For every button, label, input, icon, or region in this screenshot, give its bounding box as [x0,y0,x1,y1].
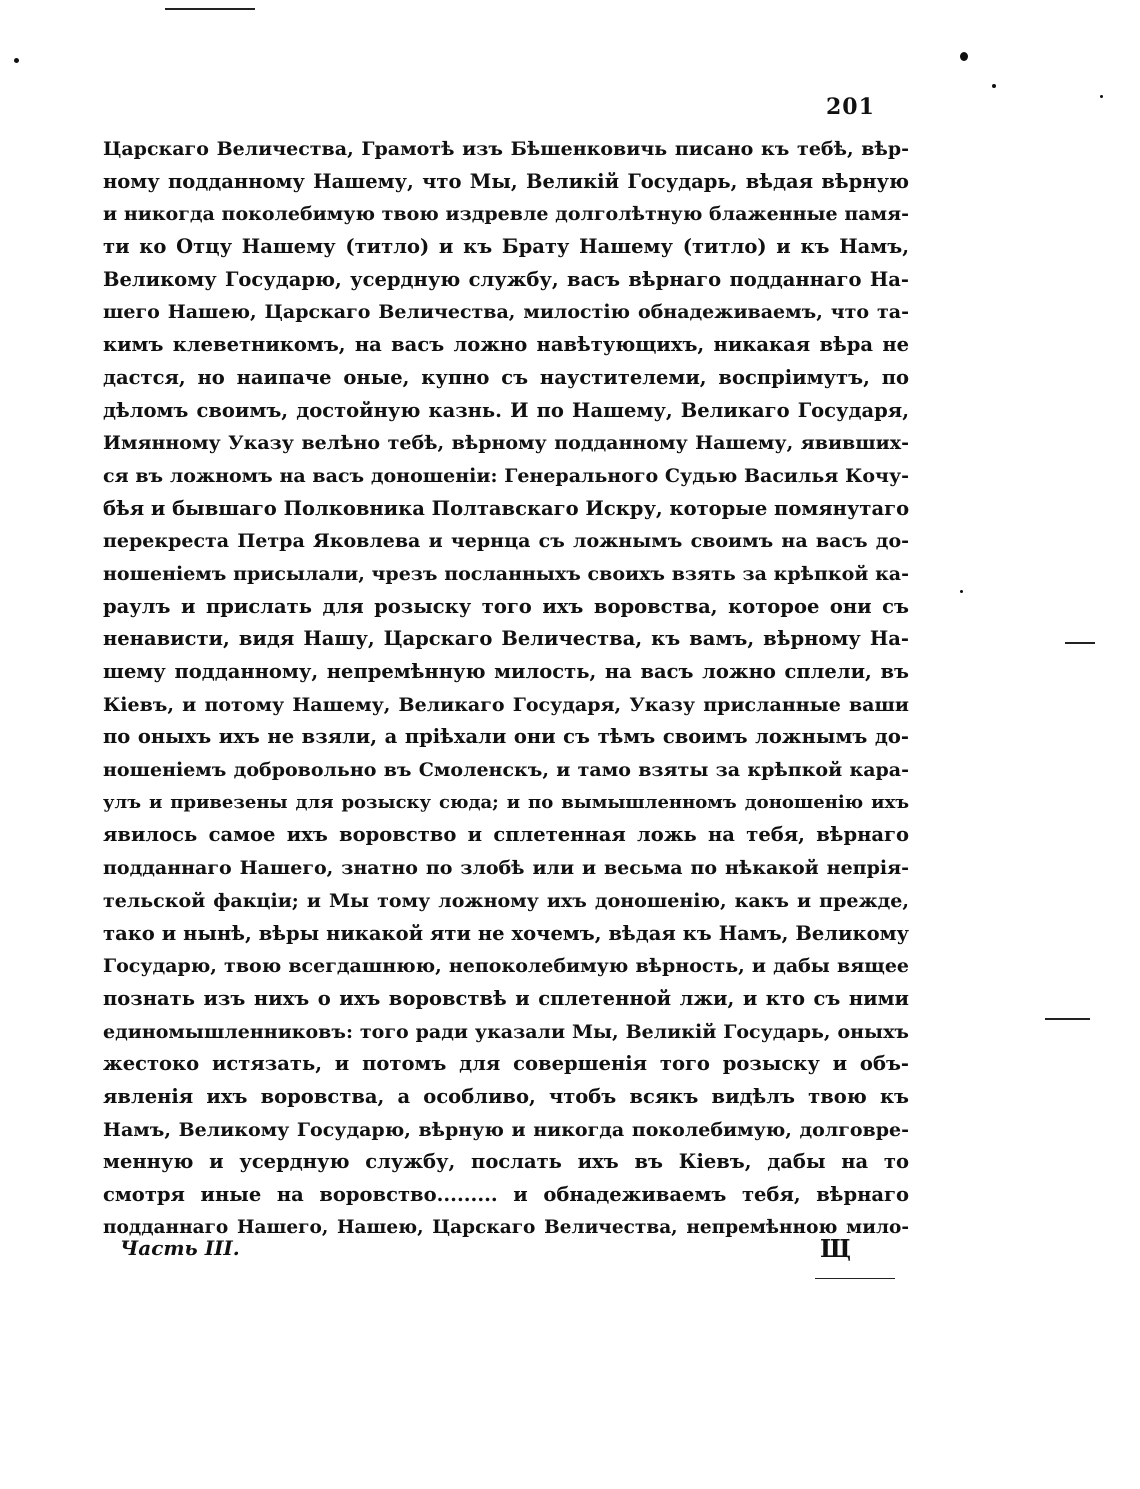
text-line: ся въ ложномъ на васъ доношеніи: Генерального Судью Василья Кочу- [103,464,909,487]
bottom-rule-mark [815,1278,895,1279]
text-line: по оныхъ ихъ не взяли, а пріѣхали они съ тѣмъ своимъ ложнымъ до- [103,725,909,749]
ink-speck [1100,95,1103,98]
text-line: улъ и привезены для розыску сюда; и по вымышленномъ доношенію ихъ [103,791,909,813]
text-line: явленія ихъ воровства, а особливо, чтобъ всякъ видѣлъ твою къ [103,1084,909,1108]
text-line: ному подданному Нашему, что Мы, Великій Государь, вѣдая вѣрную [103,169,909,193]
text-line: бѣя и бывшаго Полковника Полтавскаго Искру, которые помянутаго [103,496,910,520]
text-line: ношеніемъ добровольно въ Смоленскъ, и тамо взяты за крѣпкой кара- [103,759,909,782]
ink-speck [960,52,968,61]
text-line: смотря иные на воровство......... и обнадеживаемъ тебя, вѣрнаго [103,1183,909,1206]
text-line: дѣломъ своимъ, достойную казнь. И по Нашему, Великаго Государя, [103,398,909,422]
margin-rule-mark [1065,642,1095,644]
ink-speck [960,590,963,593]
margin-rule-mark [1045,1018,1090,1020]
text-line: шему подданному, непремѣнную милость, на васъ ложно сплели, въ [103,660,909,683]
text-line: кимъ клеветникомъ, на васъ ложно навѣтующихъ, никакая вѣра не [103,333,909,357]
text-line: ненависти, видя Нашу, Царскаго Величества, къ вамъ, вѣрному На- [103,627,909,651]
ink-speck [992,84,996,88]
text-line: Великому Государю, усердную службу, васъ вѣрнаго подданнаго На- [103,267,909,291]
body-text [103,133,909,1244]
text-line: ти ко Отцу Нашему (титло) и къ Брату Нашему (титло) и къ Намъ, [103,235,909,259]
text-line: и никогда поколебимую твою издревле долголѣтную блаженные памя- [103,203,909,226]
text-line: Намъ, Великому Государю, вѣрную и никогда поколебимую, долговре- [103,1118,909,1141]
text-line: Государю, твою всегдашнюю, непоколебимую вѣрность, и дабы вящее [103,955,909,978]
text-line: Кіевъ, и потому Нашему, Великаго Государя, Указу присланные ваши [103,693,909,716]
text-line: перекреста Петра Яковлева и чернца съ ложнымъ своимъ на васъ до- [103,530,909,553]
text-line: ношеніемъ присылали, чрезъ посланныхъ своихъ взять за крѣпкой ка- [103,562,909,585]
text-line: раулъ и прислать для розыску того ихъ воровства, которое они съ [103,594,909,618]
text-line: явилось самое ихъ воровство и сплетенная ложь на тебя, вѣрнаго [103,823,909,847]
text-line: шего Нашею, Царскаго Величества, милостію обнадеживаемъ, что та- [103,301,909,324]
signature-mark: Щ [820,1234,852,1263]
text-line: единомышленниковъ: того ради указали Мы, Великій Государь, оныхъ [103,1020,909,1043]
text-line: тельской факціи; и Мы тому ложному ихъ доношенію, какъ и прежде, [103,889,909,912]
page-number: 201 [826,94,875,120]
footer-part-label: Часть III. [120,1236,240,1260]
ink-speck [14,58,19,63]
text-line: менную и усердную службу, послать ихъ въ Кіевъ, дабы на то [103,1150,909,1174]
text-line: познать изъ нихъ о ихъ воровствѣ и сплетенной лжи, и кто съ ними [103,986,909,1010]
text-line: подданнаго Нашего, знатно по злобѣ или и весьма по нѣкакой непрія- [103,857,909,880]
text-line: Имянному Указу велѣно тебѣ, вѣрному подданному Нашему, явивших- [103,432,909,455]
top-rule-mark [165,8,255,10]
text-line: Царскаго Величества, Грамотѣ изъ Бѣшенковичь писано къ тебѣ, вѣр- [103,138,909,160]
text-line: тако и нынѣ, вѣры никакой яти не хочемъ, вѣдая къ Намъ, Великому [103,921,909,945]
text-line: жестоко истязать, и потомъ для совершенія того розыску и объ- [103,1052,909,1076]
text-line: подданнаго Нашего, Нашею, Царскаго Величества, непремѣнною мило- [103,1216,909,1238]
text-line: дастся, но наипаче оные, купно съ наустителеми, воспріимутъ, по [103,365,909,389]
